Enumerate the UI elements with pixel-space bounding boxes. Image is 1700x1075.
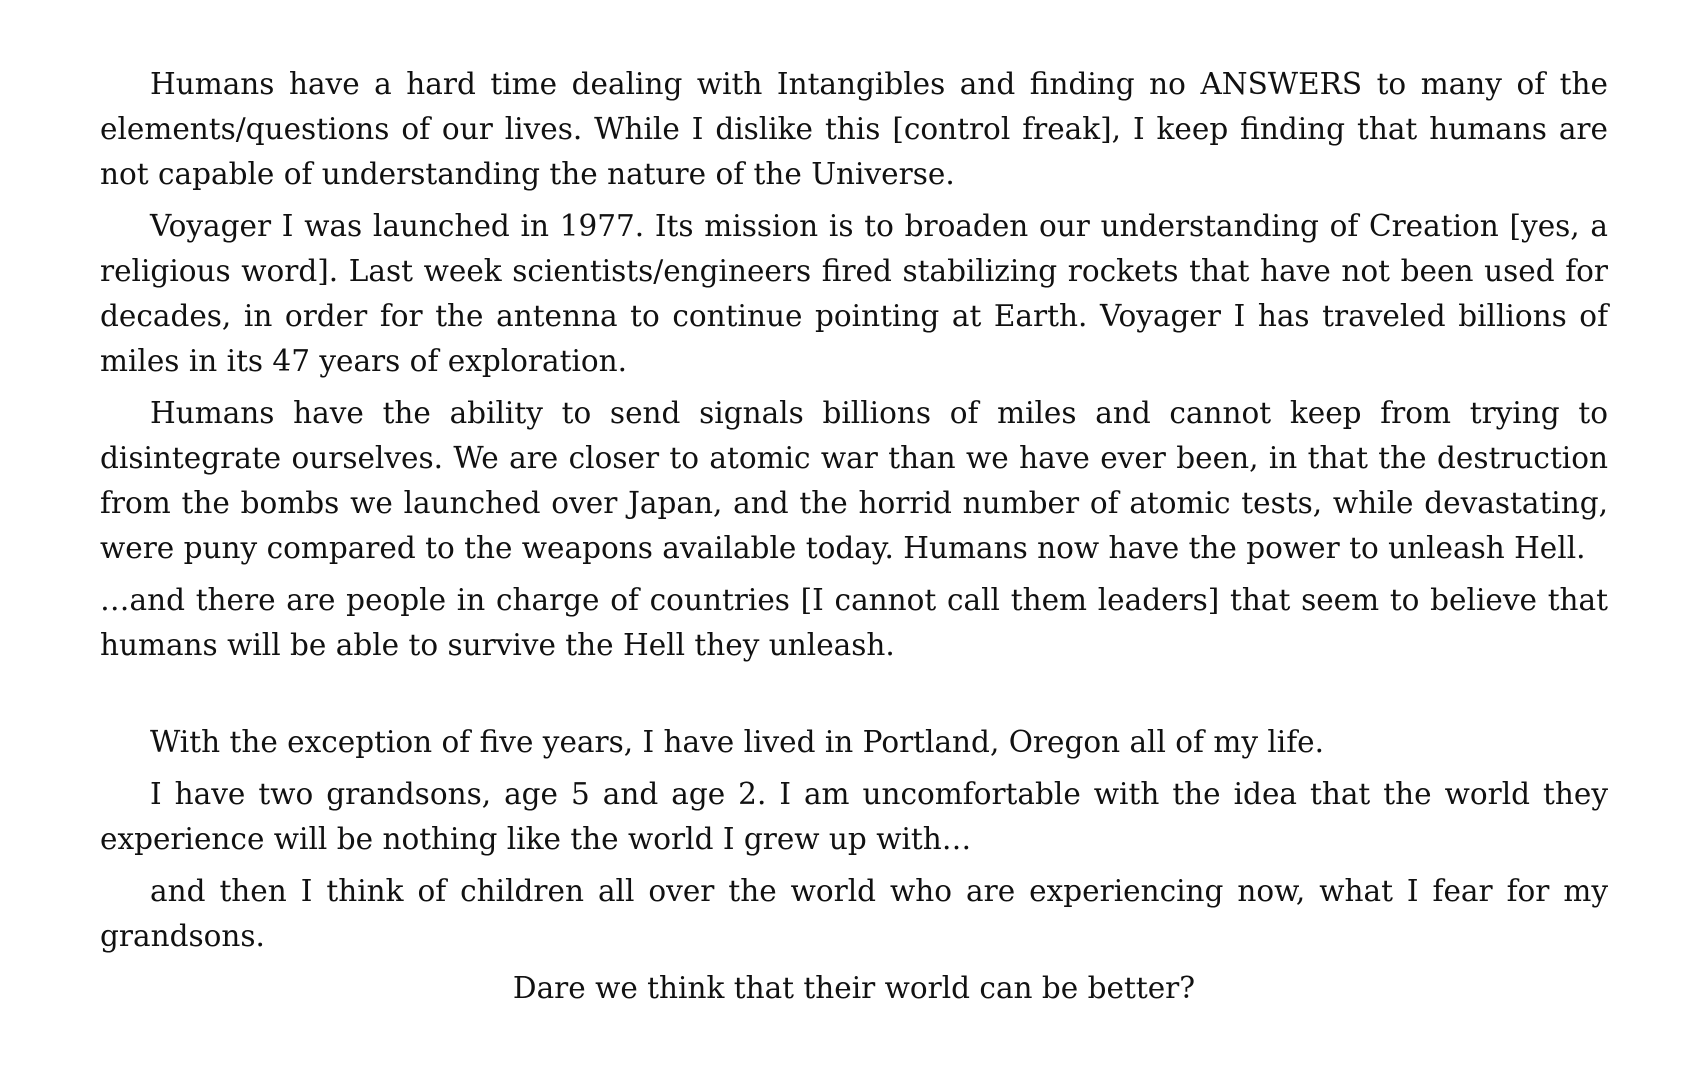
paragraph-portland: With the exception of five years, I have lived in Portland, Oregon all of my life.	[150, 725, 1324, 759]
paragraph-people-in-charge: …and there are people in charge of countries [I cannot call them leaders] that seem to believe that humans will be able to survive the Hell they unleash.	[100, 583, 1608, 662]
section-spacer	[100, 675, 1608, 720]
paragraph-atomic-war: Humans have the ability to send signals billions of miles and cannot keep from trying to disintegrate ourselves. We are closer to atomic war than we have ever been, in that the destruction from the bombs we launched over Japan, and the horrid number of atomic tests, while devastating, were puny compared to the weapons available today. Humans now have the power to unleash Hell.	[100, 396, 1608, 565]
document-page	[100, 62, 1608, 1018]
paragraph-voyager: Voyager I was launched in 1977. Its mission is to broaden our understanding of Creation [yes, a religious word]. Last week scientists/engineers fired stabilizing rockets that have not been used for decades, in order for the antenna to continue pointing at Earth. Voyager I has traveled billions of miles in its 47 years of exploration.	[100, 209, 1608, 378]
paragraph-intangibles: Humans have a hard time dealing with Intangibles and finding no ANSWERS to many of the elements/questions of our lives. While I dislike this [control freak], I keep finding that humans are not capable of understanding the nature of the Universe.	[100, 67, 1608, 191]
closing-question: Dare we think that their world can be better?	[512, 971, 1196, 1005]
paragraph-children: and then I think of children all over the world who are experiencing now, what I fear for my grandsons.	[100, 874, 1608, 953]
paragraph-grandsons: I have two grandsons, age 5 and age 2. I am uncomfortable with the idea that the world they experience will be nothing like the world I grew up with…	[100, 777, 1608, 856]
